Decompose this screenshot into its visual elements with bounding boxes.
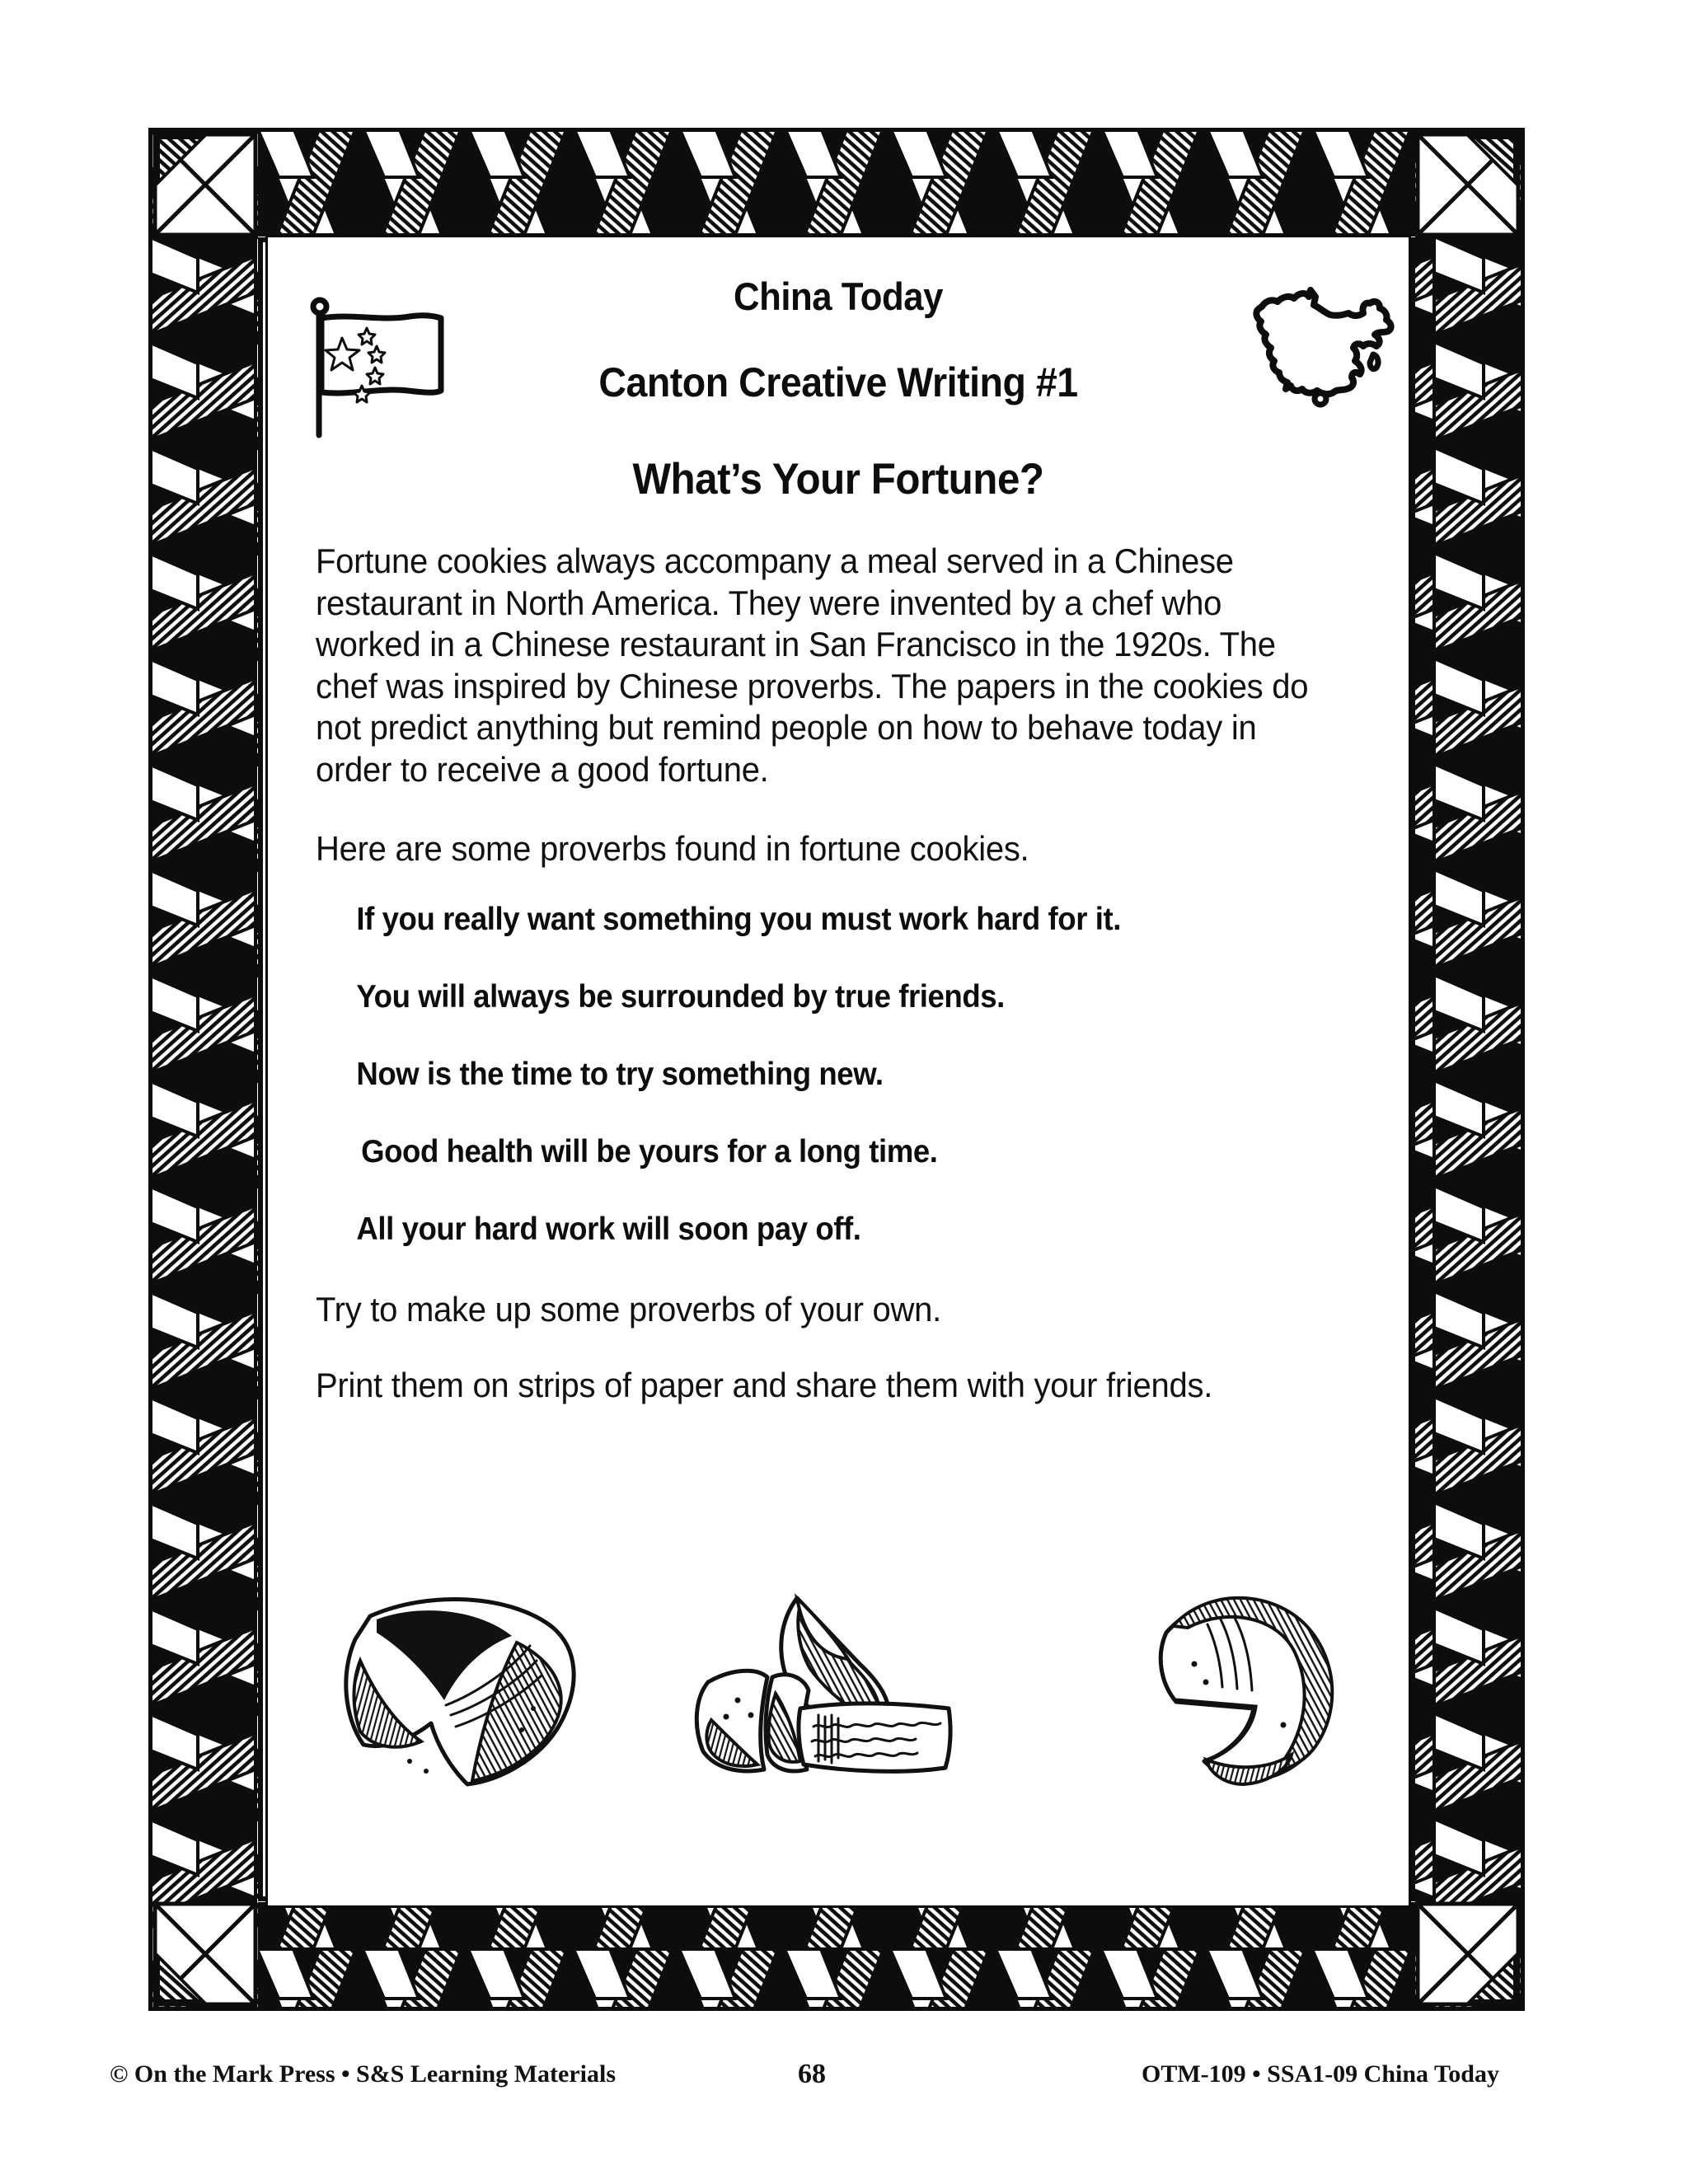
page-footer (0, 2060, 1688, 2110)
fortune-cookies-svg (306, 1585, 1369, 1795)
fortune-cookie-illustrations (306, 1585, 1369, 1795)
proverb-item: Good health will be yours for a long time. (361, 1133, 938, 1169)
fortune-cookie-broken-with-slip-icon (696, 1598, 950, 1771)
proverb-item: If you really want something you must work hard for it. (356, 901, 1121, 937)
proverb-list (316, 902, 1366, 1248)
fortune-cookie-opened-icon (1160, 1598, 1332, 1784)
page-number: 68 (798, 2059, 826, 2089)
proverb-item: You will always be surrounded by true friends. (356, 978, 1005, 1015)
instruction-make-proverbs: Try to make up some proverbs of your own. (316, 1289, 941, 1329)
worksheet-content-panel (265, 235, 1411, 1908)
lead-in-text: Here are some proverbs found in fortune cookies. (316, 829, 1029, 868)
proverb-item: Now is the time to try something new. (356, 1056, 884, 1092)
product-code: OTM-109 • SSA1-09 China Today (1142, 2060, 1499, 2088)
worksheet-header (268, 237, 1409, 534)
worksheet-title: What’s Your Fortune? (632, 455, 1044, 504)
proverb-item: All your hard work will soon pay off. (356, 1211, 861, 1247)
intro-paragraph: Fortune cookies always accompany a meal served in a Chinese restaurant in North America. They were invented by a chef who worked in a Chinese restaurant in San Francisco in the 1920s. The chef was inspired by Chinese proverbs. The papers in the cookies do not predict anything but remind people on how to behave today in order to receive a good fortune. (316, 541, 1309, 789)
series-title: China Today (734, 274, 943, 318)
activity-title: Canton Creative Writing #1 (598, 359, 1078, 405)
fortune-cookie-folded-icon (346, 1599, 574, 1784)
instruction-print-share: Print them on strips of paper and share them with your friends. (316, 1366, 1213, 1404)
copyright-text: © On the Mark Press • S&S Learning Materials (110, 2060, 616, 2088)
worksheet-body (268, 541, 1409, 1407)
